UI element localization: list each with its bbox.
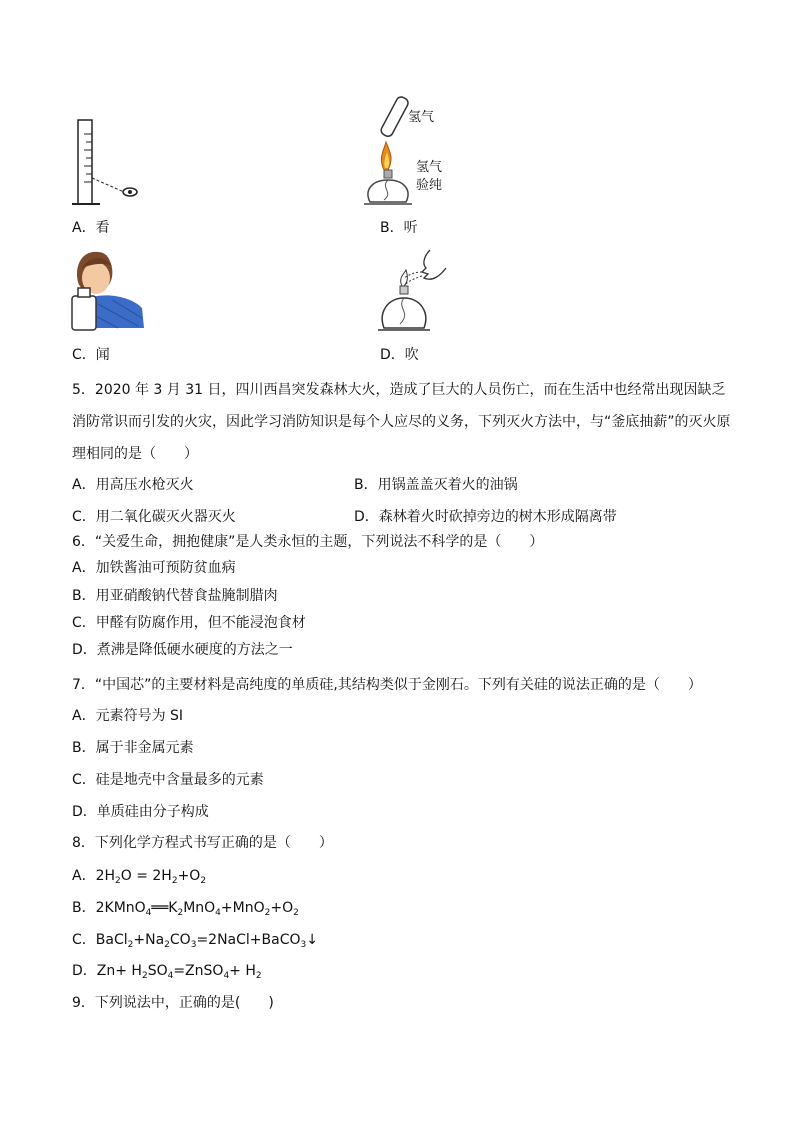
q7-option-d: D．单质硅由分子构成 [72, 804, 209, 820]
q6-stem: 6．“关爱生命，拥抱健康”是人类永恒的主题，下列说法不科学的是（ ） [72, 534, 544, 550]
q9-stem: 9．下列说法中，正确的是( ) [72, 995, 274, 1011]
q8-stem: 8．下列化学方程式书写正确的是（ ） [72, 835, 333, 851]
figure-d-blow [376, 246, 452, 338]
q8-option-b: B．$2KMnO_4══K_2MnO_4+MnO_2+O_2$ [72, 900, 299, 918]
q7-option-b: B．属于非金属元素 [72, 740, 194, 756]
q6-option-a: A．加铁酱油可预防贫血病 [72, 560, 236, 576]
q5-option-a: A．用高压水枪灭火 [72, 477, 194, 493]
q5-option-d: D．森林着火时砍掉旁边的树木形成隔离带 [354, 509, 617, 525]
q7-option-c: C．硅是地壳中含量最多的元素 [72, 772, 264, 788]
figure-d-label: D．吹 [380, 347, 419, 363]
q6-option-c: C．甲醛有防腐作用，但不能浸泡食材 [72, 615, 306, 631]
figure-a-cylinder [68, 116, 148, 212]
q8-option-c: C．$BaCl_2+Na_2CO_3=2NaCl+BaCO_3↓$ [72, 932, 318, 950]
figure-c-label: C．闻 [72, 347, 110, 363]
q7-option-a: A．元素符号为 SI [72, 708, 184, 724]
tube-label: 氢气 [408, 110, 435, 125]
q6-option-d: D．煮沸是降低硬水硬度的方法之一 [72, 642, 293, 658]
figure-b-label: B．听 [380, 220, 418, 236]
q6-option-b: B．用亚硝酸钠代替食盐腌制腊肉 [72, 588, 278, 604]
figure-c-smell [68, 244, 148, 334]
q8-option-d: D．$Zn+ H_2SO_4=ZnSO_4+ H_2$ [72, 963, 262, 981]
figure-a-label: A．看 [72, 220, 110, 236]
q5-option-b: B．用锅盖盖灭着火的油锅 [354, 477, 518, 493]
q5-stem: 5．2020 年 3 月 31 日，四川西昌突发森林大火，造成了巨大的人员伤亡，而在生活中也经常出现因缺乏消防常识而引发的火灾，因此学习消防知识是每个人应尽的义务，下列灭火方法中，与“釜底抽薪”的灭火原理相同的是（ ） [72, 382, 731, 462]
test-label-line1: 氢气 [416, 160, 443, 175]
q5-option-c: C．用二氧化碳灭火器灭火 [72, 509, 236, 525]
test-label-line2: 验纯 [416, 178, 443, 193]
q8-option-a: A．$2H_2O = 2H_2+O_2$ [72, 868, 207, 886]
q7-stem: 7．“中国芯”的主要材料是高纯度的单质硅,其结构类似于金刚石。下列有关硅的说法正确的是（ ） [72, 677, 702, 693]
